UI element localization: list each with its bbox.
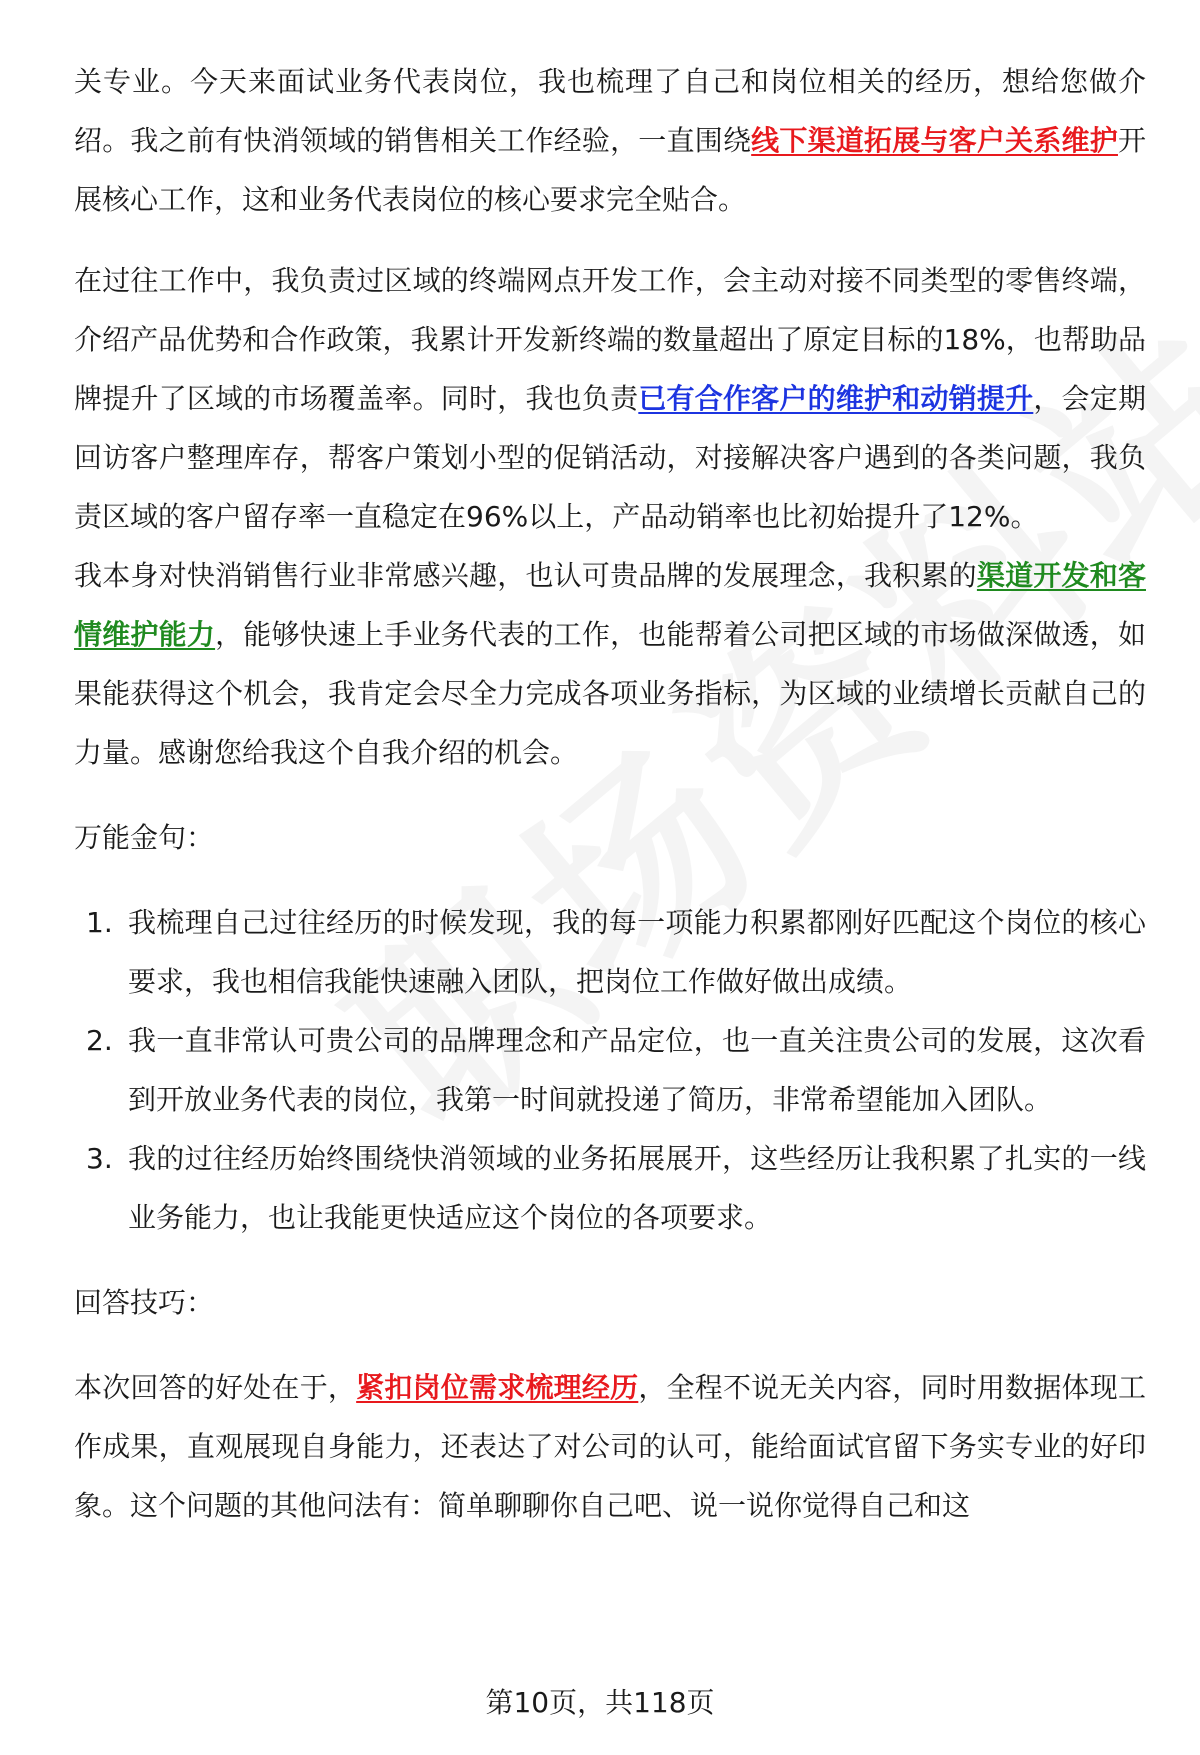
list-item-text: 我的过往经历始终围绕快消领域的业务拓展展开，这些经历让我积累了扎实的一线业务能力，也让我能更快适应这个岗位的各项要求。: [128, 1142, 1146, 1234]
list-number: 3.: [86, 1142, 113, 1175]
highlight-red: 线下渠道拓展与客户关系维护: [751, 124, 1118, 157]
intro-paragraph-3: [74, 546, 1146, 782]
list-item-text: 我梳理自己过往经历的时候发现，我的每一项能力积累都刚好匹配这个岗位的核心要求，我也相信我能快速融入团队，把岗位工作做好做出成绩。: [128, 906, 1146, 998]
text-run: 本次回答的好处在于，: [74, 1371, 357, 1404]
list-number: 2.: [86, 1024, 113, 1057]
text-run: ，全程不说无关内容，同时用数据体现工作成果，直观展现自身能力，还表达了对公司的认可，能给面试官留下务实专业的好印象。这个问题的其他问法有：简单聊聊你自己吧、说一说你觉得自己和这: [74, 1371, 1146, 1522]
list-item: [74, 893, 1146, 1011]
page-content: [74, 52, 1146, 1535]
list-item-text: 我一直非常认可贵公司的品牌理念和产品定位，也一直关注贵公司的发展，这次看到开放业务代表的岗位，我第一时间就投递了简历，非常希望能加入团队。: [128, 1024, 1146, 1116]
text-run: 开展核心工作，这和业务代表岗位的核心要求完全贴合。: [74, 124, 1146, 216]
text-run: 我本身对快消销售行业非常感兴趣，也认可贵品牌的发展理念，我积累的: [74, 559, 977, 592]
highlight-green: 渠道开发和客情维护能力: [74, 559, 1146, 651]
text-run: 关专业。今天来面试业务代表岗位，我也梳理了自己和岗位相关的经历，想给您做介绍。我之前有快消领域的销售相关工作经验，一直围绕: [74, 65, 1146, 157]
page-number: 第10页，共118页: [485, 1686, 715, 1719]
list-item: [74, 1129, 1146, 1247]
text-run: ，能够快速上手业务代表的工作，也能帮着公司把区域的市场做深做透，如果能获得这个机会，我肯定会尽全力完成各项业务指标，为区域的业绩增长贡献自己的力量。感谢您给我这个自我介绍的机会。: [74, 618, 1146, 769]
list-item: [74, 1011, 1146, 1129]
golden-sentences-heading: 万能金句：: [74, 821, 215, 854]
highlight-red: 紧扣岗位需求梳理经历: [356, 1371, 639, 1404]
intro-paragraph-1: [74, 52, 1146, 229]
list-number: 1.: [86, 906, 113, 939]
text-run: 在过往工作中，我负责过区域的终端网点开发工作，会主动对接不同类型的零售终端，介绍产品优势和合作政策，我累计开发新终端的数量超出了原定目标的18%，也帮助品牌提升了区域的市场覆盖率。同时，我也负责: [74, 264, 1146, 415]
intro-paragraph-2: [74, 251, 1146, 546]
golden-sentences-list: [74, 893, 1146, 1247]
tips-heading: 回答技巧：: [74, 1286, 215, 1319]
text-run: ，会定期回访客户整理库存，帮客户策划小型的促销活动，对接解决客户遇到的各类问题，我负责区域的客户留存率一直稳定在96%以上，产品动销率也比初始提升了12%。: [74, 382, 1146, 533]
highlight-blue: 已有合作客户的维护和动销提升: [638, 382, 1034, 415]
tips-paragraph: [74, 1358, 1146, 1535]
